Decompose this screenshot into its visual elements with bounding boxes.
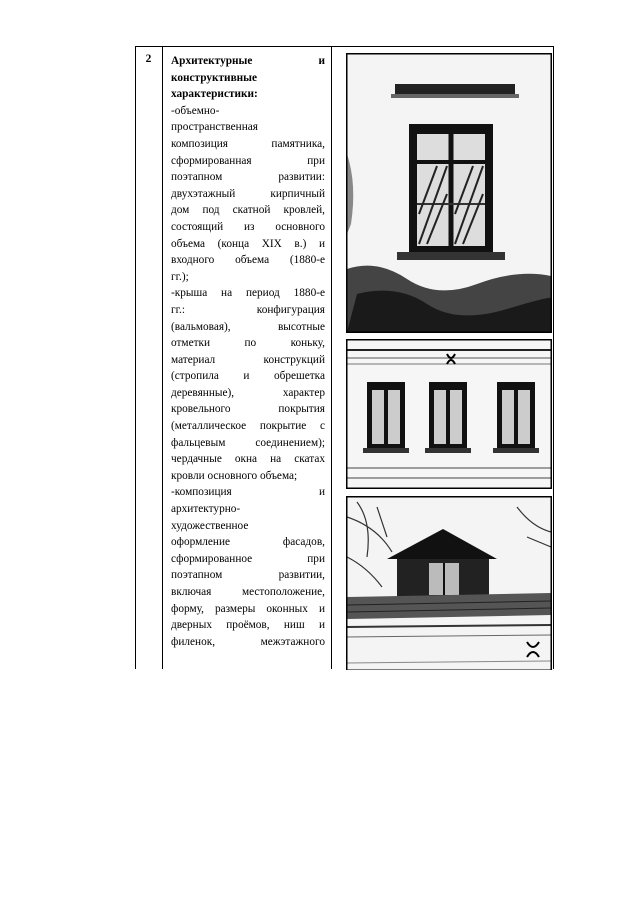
text-line: объема (конца XIX в.) и [171,237,325,250]
table-row [135,46,554,669]
text-line: конструктивные [171,71,258,84]
text-line: композиция памятника, [171,137,325,150]
text-line: кровельного покрытия [171,403,325,416]
text-line: филенок, межэтажного [171,635,325,648]
characteristics-text [171,53,325,650]
text-line: Архитектурные и [171,55,325,67]
text-line: архитектурно- [171,503,241,516]
text-line: включая местоположение, [171,586,325,598]
text-line: -композиция и [171,486,325,499]
text-line: пространственная [171,121,258,134]
text-line: характеристики: [171,88,258,101]
row-number: 2 [145,53,152,65]
text-line: материал конструкций [171,353,325,366]
text-line: (стропила и обрешетка [171,370,325,383]
text-line: -крыша на период 1880-е [171,287,325,300]
table-border-right [553,47,554,669]
text-line: кровли основного объема; [171,469,298,482]
photo-window-closeup [346,53,552,333]
text-line: -объемно- [171,104,220,117]
text-line: чердачные окна на скатах [171,453,325,466]
text-line: (вальмовая), высотные [171,320,325,333]
table-border-col2 [331,47,332,669]
text-line: оформление фасадов, [171,536,325,549]
text-line: форму, размеры оконных и [171,602,325,615]
text-line: фальцевым соединением); [171,436,325,449]
text-line: дом под скатной кровлей, [171,204,325,217]
text-line: двухэтажный кирпичный [171,187,325,200]
photo-dormer-window [346,496,552,670]
text-line: гг.); [171,270,189,283]
text-line: состоящий из основного [171,220,325,233]
table-border-col1 [162,47,163,669]
text-line: отметки по коньку, [171,337,325,350]
text-line: входного объема (1880-е [171,254,325,267]
text-line: сформированная при [171,154,325,167]
text-line: дверных проёмов, ниш и [171,619,325,632]
photo-facade-windows [346,339,552,489]
text-line: сформированное при [171,552,325,565]
text-line: поэтапном развитии: [171,171,325,184]
text-line: художественное [171,519,249,532]
table-border-left [135,47,136,669]
text-line: гг.: конфигурация [171,303,325,316]
text-line: деревянные), характер [171,386,325,399]
text-line: (металлическое покрытие с [171,420,325,433]
text-line: поэтапном развитии, [171,569,325,582]
